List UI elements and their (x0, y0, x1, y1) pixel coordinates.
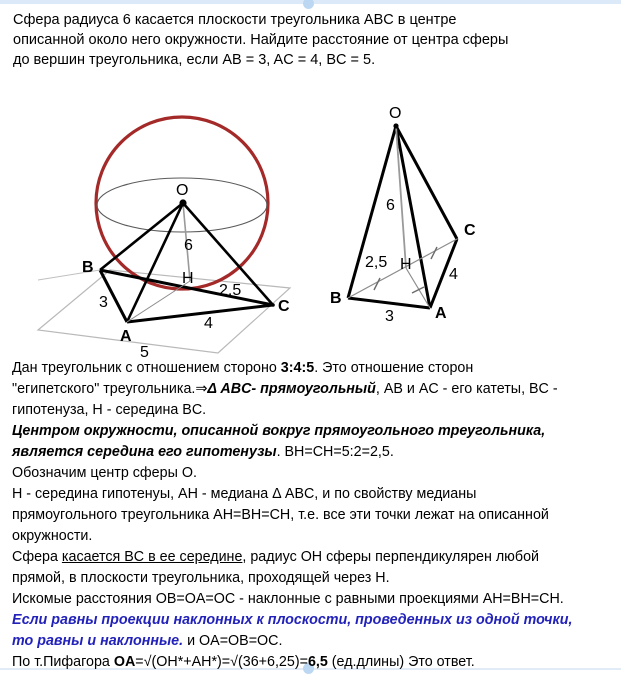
solution-text (12, 358, 617, 673)
sol-10-underline: касается BC в ее середине (61, 549, 243, 565)
sol-1a: Дан треугольник с отношением стороно (12, 360, 281, 376)
label-C-left: C (278, 298, 290, 315)
top-separator-dot (303, 0, 314, 9)
sol-5-bold: является середина его гипотенузы (12, 444, 277, 460)
solution-line-2 (12, 379, 617, 400)
label-AB-left: 3 (99, 294, 108, 311)
solution-line-7: H - середина гипотенуы, AH - медиана Δ ABC, и по свойству медианы (12, 486, 477, 502)
sol-15a: По т.Пифагора (12, 654, 114, 670)
figures-row (0, 95, 621, 365)
solution-line-6: Обозначим центр сферы О. (12, 465, 197, 481)
point-O-dot-right (393, 123, 398, 128)
label-O-left: O (176, 182, 189, 199)
solution-line-9: окружности. (12, 528, 93, 544)
sol-15-mid: =√(OH*+AH*)=√(36+6,25)= (135, 654, 308, 670)
label-radius-left: 6 (184, 237, 193, 254)
sol-2-bold: Δ ABC- прямоугольный (207, 381, 376, 397)
problem-statement (13, 10, 613, 70)
sol-2a: "египетского" треугольника.⇒ (12, 381, 208, 397)
sol-15-end: (ед.длины) Это ответ. (327, 654, 475, 670)
point-C-dot (271, 303, 275, 307)
geometry-figures-svg (0, 95, 621, 365)
label-BH-left: 2,5 (219, 282, 242, 299)
right-figure (330, 105, 476, 325)
label-H-right: H (400, 256, 412, 273)
sol-14-blue: то равны и наклонные. (12, 633, 184, 649)
label-BC-left: 5 (140, 344, 149, 361)
label-C-right: C (464, 222, 476, 239)
solution-line-8: прямоугольного треугольника AH=BH=CH, т.е. все эти точки лежат на описанной (12, 507, 549, 523)
solution-line-12: Искомые расстояния OB=OA=OC - наклонные с равными проекциями AH=BH=CH. (12, 591, 564, 607)
label-BH-right: 2,5 (365, 254, 388, 271)
label-AC-left: 4 (204, 315, 213, 332)
solution-line-3: гипотенуза, H - середина BC. (12, 402, 207, 418)
sol-10a: Сфера (12, 549, 62, 565)
label-height-right: 6 (386, 197, 395, 214)
point-O-dot (179, 199, 186, 206)
label-A-right: A (435, 305, 447, 322)
solution-line-1 (12, 358, 617, 379)
statement-line-3: до вершин треугольника, если AB = 3, AC = 4, BC = 5. (13, 52, 376, 68)
solution-line-11: прямой, в плоскости треугольника, проходящей через H. (12, 570, 390, 586)
solution-line-4: Центром окружности, описанной вокруг прямоугольного треугольника, (12, 423, 546, 439)
sol-1-ratio: 3:4:5 (280, 360, 315, 376)
sol-2b: , AB и AC - его катеты, BC - (375, 381, 558, 397)
sol-14-rest: и OA=OB=OC. (183, 633, 283, 649)
label-A-left: A (120, 328, 132, 345)
solution-line-15 (12, 652, 617, 673)
sol-15-answer: 6,5 (307, 654, 328, 670)
label-B-left: B (82, 259, 94, 276)
solution-line-13: Если равны проекции наклонных к плоскости, проведенных из одной точки, (12, 612, 573, 628)
solution-line-14 (12, 631, 617, 652)
solution-line-10 (12, 547, 617, 568)
statement-line-2: описанной около него окружности. Найдите расстояние от центра сферы (13, 32, 509, 48)
left-figure (38, 117, 290, 361)
solution-line-5 (12, 442, 617, 463)
label-H-left: H (182, 270, 194, 287)
statement-line-1: Сфера радиуса 6 касается плоскости треугольника ABC в центре (13, 12, 457, 28)
sol-1b: . Это отношение сторон (314, 360, 474, 376)
segment-OB (100, 203, 183, 270)
label-AB-right: 3 (385, 308, 394, 325)
label-O-right: O (389, 105, 402, 122)
segment-AB-right (348, 298, 430, 308)
label-B-right: B (330, 290, 342, 307)
sol-10b: , радиус OH сферы перпендикулярен любой (242, 549, 540, 565)
sol-5-rest: . BH=CH=5:2=2,5. (276, 444, 394, 460)
label-AC-right: 4 (449, 266, 458, 283)
sol-15-oa: OA (113, 654, 136, 670)
